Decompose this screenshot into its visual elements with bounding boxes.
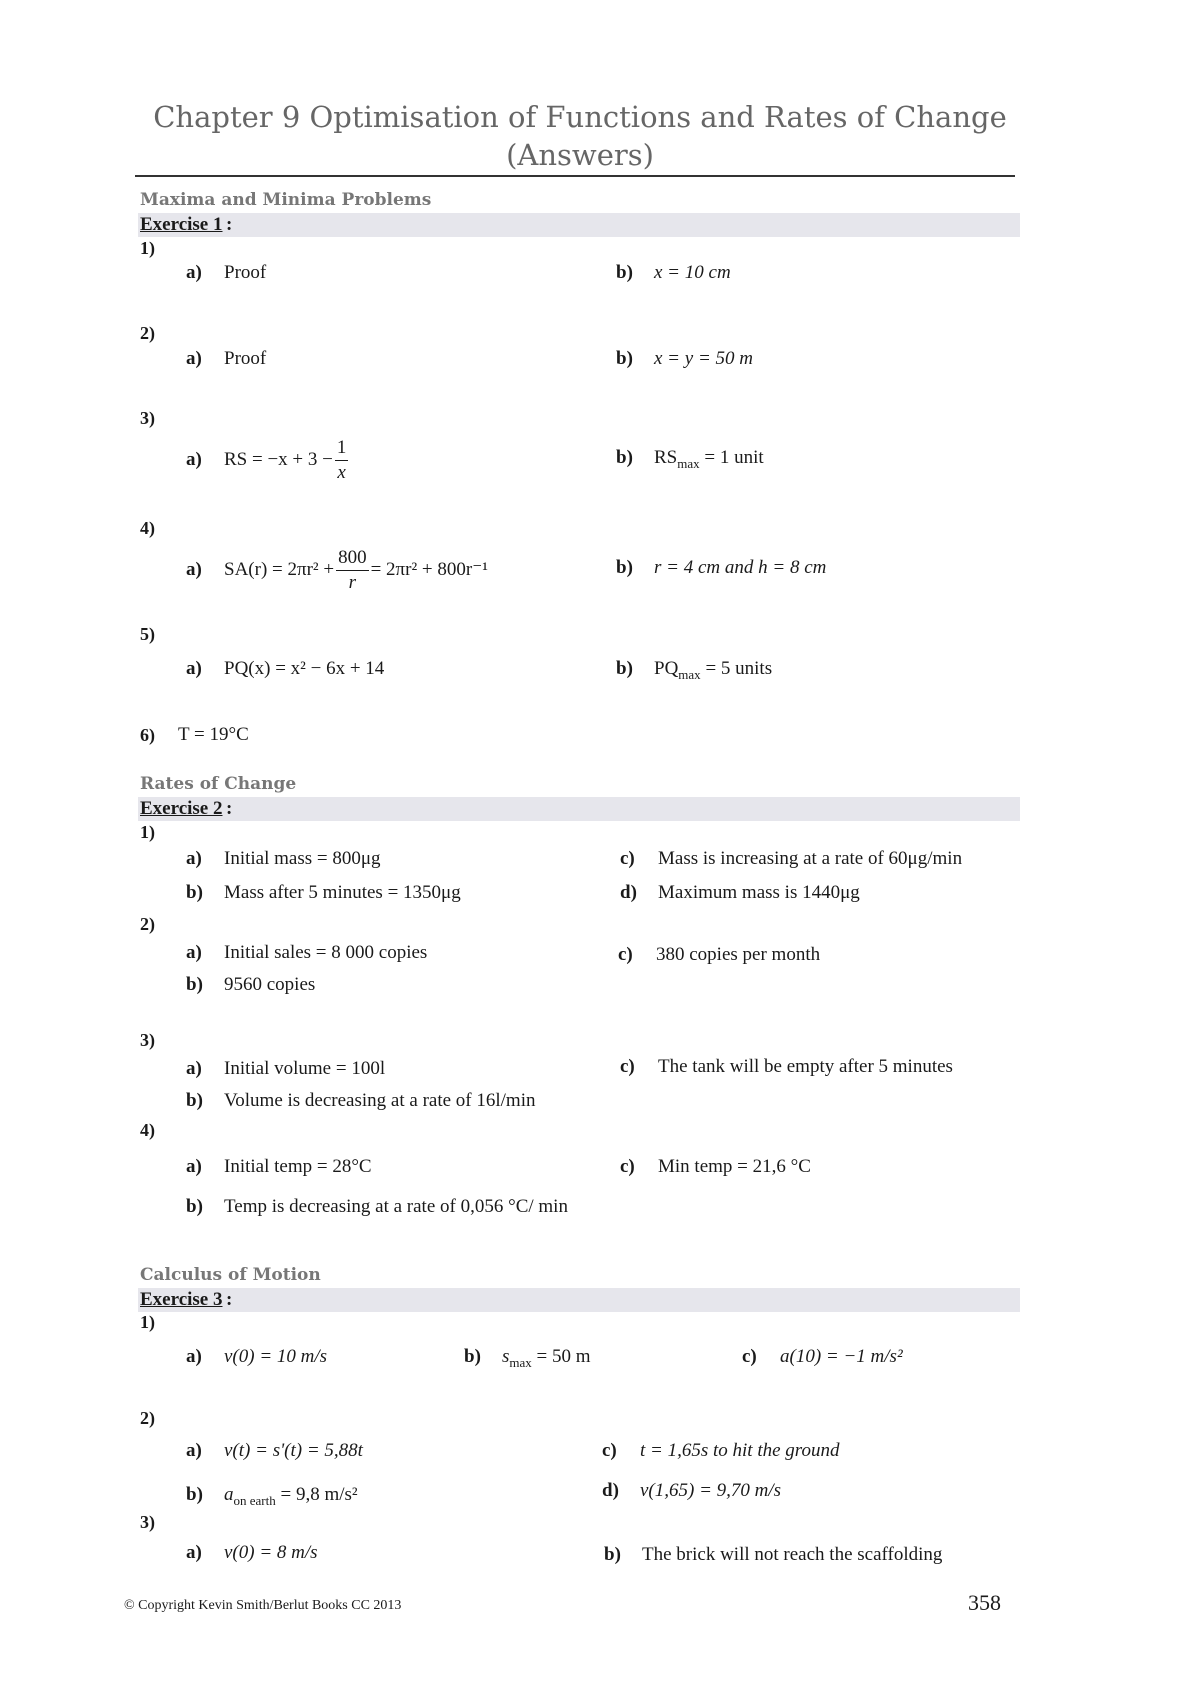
answer-3-1c: c) a(10) = −1 m/s² xyxy=(742,1346,903,1367)
page-title xyxy=(130,98,1030,174)
answer-3-2d: d) v(1,65) = 9,70 m/s xyxy=(602,1480,782,1501)
title-divider xyxy=(135,175,1015,177)
answer-3-2b: b) $a_{on earth} = 9,8$ m/s² xyxy=(186,1484,358,1508)
exercise-2-label: Exercise 2 xyxy=(140,798,223,819)
question-number: 6) xyxy=(140,725,155,745)
question-number: 3) xyxy=(140,1030,155,1050)
answer-2a: a) Proof xyxy=(186,348,267,369)
answer-1b: b) x = 10 cm xyxy=(616,262,731,283)
answer-3b: b) $RS_{max} = 1$ unit xyxy=(616,447,764,471)
title-line-2: (Answers) xyxy=(506,138,654,172)
question-number: 4) xyxy=(140,1120,155,1140)
exercise-1-colon: : xyxy=(226,214,233,235)
answer-4a: a) SA(r) = 2πr² + $\frac{800}{r}$ = 2πr² + 800r⁻¹ xyxy=(186,547,488,593)
answer-1a: a) Proof xyxy=(186,262,267,283)
exercise-1-label: Exercise 1 xyxy=(140,214,223,235)
section-heading-rates-of-change: Rates of Change xyxy=(140,774,297,794)
answer-2-3c: c) The tank will be empty after 5 minutes xyxy=(620,1056,953,1077)
exercise-3-colon: : xyxy=(226,1289,233,1310)
answer-3-3b: b) The brick will not reach the scaffolding xyxy=(604,1544,943,1565)
answer-3-3a: a) v(0) = 8 m/s xyxy=(186,1542,318,1563)
answer-3-1b: b) $s_{max} = 50$ m xyxy=(464,1346,591,1370)
question-number: 5) xyxy=(140,624,155,644)
answer-4b: b) r = 4 cm and h = 8 cm xyxy=(616,557,827,578)
question-number: 2) xyxy=(140,914,155,934)
section-heading-calculus-of-motion: Calculus of Motion xyxy=(140,1265,321,1285)
answer-2-3a: a) Initial volume = 100l xyxy=(186,1058,386,1079)
title-line-1: Chapter 9 Optimisation of Functions and Rates of Change xyxy=(153,100,1007,134)
page-number: 358 xyxy=(968,1590,1001,1615)
answer-2-4a: a) Initial temp = 28°C xyxy=(186,1156,372,1177)
exercise-2-colon: : xyxy=(226,798,233,819)
answer-2-1d: d) Maximum mass is 1440μg xyxy=(620,882,860,903)
question-number: 1) xyxy=(140,238,155,258)
answer-2-3b: b) Volume is decreasing at a rate of 16l/min xyxy=(186,1090,536,1111)
exercise-3-bar xyxy=(138,1288,1020,1312)
answer-2-1a: a) Initial mass = 800μg xyxy=(186,848,381,869)
answer-3a: a) RS = −x + 3 − $\frac{1}{x}$ xyxy=(186,437,347,483)
section-heading-maxima-minima: Maxima and Minima Problems xyxy=(140,190,432,210)
answer-2-2a: a) Initial sales = 8 000 copies xyxy=(186,942,428,963)
answer-2-2b: b) 9560 copies xyxy=(186,974,316,995)
answer-6: T = 19°C xyxy=(178,724,249,745)
copyright-footer: © Copyright Kevin Smith/Berlut Books CC 2013 xyxy=(124,1598,402,1613)
answer-2-4b: b) Temp is decreasing at a rate of 0,056 °C/ min xyxy=(186,1196,568,1217)
answer-3-2c: c) t = 1,65s to hit the ground xyxy=(602,1440,840,1461)
answer-2-2c: c) 380 copies per month xyxy=(618,944,821,965)
exercise-3-label: Exercise 3 xyxy=(140,1289,223,1310)
exercise-1-bar xyxy=(138,213,1020,237)
answer-2-4c: c) Min temp = 21,6 °C xyxy=(620,1156,811,1177)
answer-5b: b) $PQ_{max} = 5$ units xyxy=(616,658,773,682)
question-number: 2) xyxy=(140,323,155,343)
answer-3-2a: a) v(t) = s'(t) = 5,88t xyxy=(186,1440,363,1461)
answer-5a: a) PQ(x) = x² − 6x + 14 xyxy=(186,658,385,679)
answer-2b: b) x = y = 50 m xyxy=(616,348,753,369)
exercise-2-bar xyxy=(138,797,1020,821)
question-number: 1) xyxy=(140,822,155,842)
question-number: 3) xyxy=(140,408,155,428)
question-number: 1) xyxy=(140,1312,155,1332)
question-number: 2) xyxy=(140,1408,155,1428)
answer-2-1b: b) Mass after 5 minutes = 1350μg xyxy=(186,882,461,903)
question-number: 4) xyxy=(140,518,155,538)
question-number: 3) xyxy=(140,1512,155,1532)
answer-2-1c: c) Mass is increasing at a rate of 60μg/min xyxy=(620,848,963,869)
answer-3-1a: a) v(0) = 10 m/s xyxy=(186,1346,328,1367)
